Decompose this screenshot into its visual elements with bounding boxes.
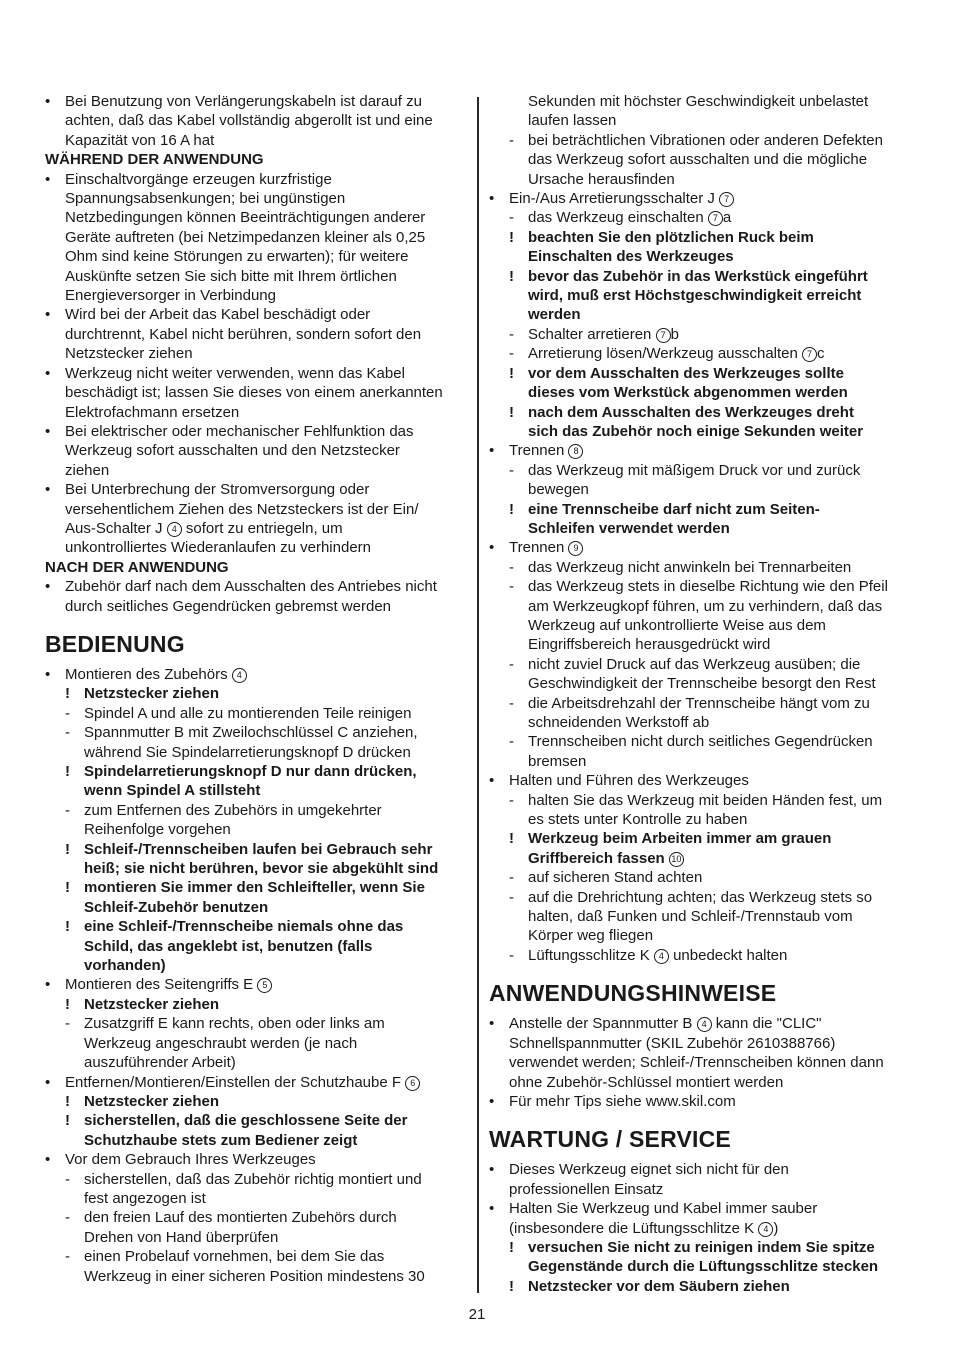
figure-reference-icon: 9: [568, 541, 583, 556]
line-text: Lüftungsschlitze K: [528, 946, 650, 964]
text-line: [45, 519, 463, 538]
figure-reference-icon: 4: [167, 522, 182, 537]
text-line: [45, 383, 463, 402]
bullet-item: [489, 771, 909, 790]
right-column: [489, 92, 909, 1296]
text-line: [45, 344, 463, 363]
text-line: [45, 461, 463, 480]
text-line: [489, 247, 909, 266]
text-line: [45, 189, 463, 208]
line-text: bremsen: [528, 752, 587, 770]
warning-item: [45, 840, 463, 859]
figure-reference-icon: 7: [719, 192, 734, 207]
line-text: Zusatzgriff E kann rechts, oben oder links am: [84, 1015, 385, 1033]
text-line: [45, 500, 463, 519]
warning-item: [489, 1277, 909, 1296]
line-text: Montieren des Zubehörs: [65, 665, 228, 683]
line-text: halten Sie das Werkzeug mit beiden Händen fest, um: [528, 791, 883, 809]
line-text: Anstelle der Spannmutter B: [509, 1015, 693, 1033]
line-text: professionellen Einsatz: [509, 1180, 664, 1198]
line-text: Werkzeug beim Arbeiten immer am grauen: [528, 830, 832, 848]
text-line: [45, 247, 463, 266]
line-text: Gegenstände durch die Lüftungsschlitze stecken: [528, 1258, 879, 1276]
text-line: [489, 92, 909, 111]
warning-item: [489, 403, 909, 422]
text-line: [45, 781, 463, 800]
line-text: bewegen: [528, 481, 589, 499]
warning-item: [489, 1238, 909, 1257]
text-line: [489, 597, 909, 616]
text-line: [45, 820, 463, 839]
text-line: [45, 597, 463, 616]
warning-item: [45, 917, 463, 936]
text-line: [489, 111, 909, 130]
text-line: [489, 810, 909, 829]
line-text: Kapazität von 16 A hat: [65, 131, 215, 149]
text-line: [45, 956, 463, 975]
warning-item: [489, 829, 909, 848]
bullet-item: [489, 538, 909, 557]
line-text: vor dem Ausschalten des Werkzeuges sollte: [528, 364, 844, 382]
figure-reference-icon: 4: [654, 949, 669, 964]
line-text: Körper weg fliegen: [528, 927, 654, 945]
line-text: eine Trennscheibe darf nicht zum Seiten-: [528, 500, 820, 518]
line-text: Geräte auftreten (bei Netzimpedanzen kleiner als 0,25: [65, 228, 426, 246]
bullet-item: [45, 975, 463, 994]
step-item: [489, 208, 909, 227]
line-text: es stets unter Kontrolle zu haben: [528, 811, 748, 829]
line-text: Werkzeug in einer sicheren Position mindestens 30: [84, 1267, 425, 1285]
line-text: beschädigt ist; lassen Sie dieses von einem anerkannten: [65, 384, 443, 402]
bullet-item: [45, 665, 463, 684]
text-line: [45, 1053, 463, 1072]
line-text: Drehen von Hand überprüfen: [84, 1228, 279, 1246]
left-column: [45, 92, 463, 1286]
line-text: Ein-/Aus Arretierungsschalter J: [509, 190, 715, 208]
figure-reference-icon: 8: [568, 444, 583, 459]
line-text: ohne Zubehör-Schlüssel montiert werden: [509, 1073, 784, 1091]
line-text: wird, muß erst Höchstgeschwindigkeit erreicht: [528, 287, 862, 305]
text-line: [45, 538, 463, 557]
line-text: Einschalten des Werkzeuges: [528, 248, 734, 266]
line-text: bei beträchtlichen Vibrationen oder anderen Defekten: [528, 131, 883, 149]
line-text: Zubehör darf nach dem Ausschalten des Antriebes nicht: [65, 578, 437, 596]
line-text: Netzstecker ziehen: [84, 995, 220, 1013]
line-text: Halten und Führen des Werkzeuges: [509, 772, 749, 790]
figure-reference-icon: 5: [257, 978, 272, 993]
step-item: [489, 888, 909, 907]
text-line: [489, 286, 909, 305]
bullet-item: [489, 441, 909, 460]
text-line: [489, 907, 909, 926]
line-text: auszuführender Arbeit): [84, 1054, 236, 1072]
line-text: Sekunden mit höchster Geschwindigkeit unbelastet: [528, 93, 869, 110]
line-text: verwendet werden; Schleif-/Trennscheiben können dann: [509, 1054, 884, 1072]
step-item: [45, 1014, 463, 1033]
line-text: Aus-Schalter J: [65, 519, 163, 537]
text-line: [45, 743, 463, 762]
line-text-suffix: kann die "CLIC": [711, 1015, 822, 1033]
text-line: [45, 441, 463, 460]
line-text: auf die Drehrichtung achten; das Werkzeug stets so: [528, 888, 873, 906]
line-text: Schleif-Zubehör benutzen: [84, 898, 269, 916]
bullet-item: [489, 1092, 909, 1111]
line-text: Werkzeug nicht weiter verwenden, wenn das Kabel: [65, 364, 405, 382]
bullet-item: [45, 1073, 463, 1092]
line-text: Netzstecker ziehen: [65, 345, 193, 363]
line-text: Griffbereich fassen: [528, 849, 665, 867]
warning-item: [45, 684, 463, 703]
text-line: [489, 752, 909, 771]
bullet-item: [45, 422, 463, 441]
text-line: [489, 926, 909, 945]
step-item: [45, 1247, 463, 1266]
step-item: [489, 694, 909, 713]
line-text: Spindel A und alle zu montierenden Teile reinigen: [84, 704, 412, 722]
line-text: Wird bei der Arbeit das Kabel beschädigt oder: [65, 306, 371, 324]
bullet-item: [45, 92, 463, 111]
line-text: Netzstecker vor dem Säubern ziehen: [528, 1277, 790, 1295]
line-text: Arretierung lösen/Werkzeug ausschalten: [528, 345, 798, 363]
warning-item: [489, 267, 909, 286]
line-text: Trennen: [509, 539, 565, 557]
line-text-suffix: ): [773, 1219, 779, 1237]
text-line: [489, 1219, 909, 1238]
line-text: das Werkzeug sofort ausschalten und die mögliche: [528, 151, 868, 169]
line-text: Ohm sind keine Störungen zu erwarten); für weitere: [65, 248, 409, 266]
figure-reference-icon: 4: [232, 668, 247, 683]
warning-item: [45, 995, 463, 1014]
line-text: Einschaltvorgänge erzeugen kurzfristige: [65, 170, 332, 188]
figure-reference-icon: 4: [697, 1017, 712, 1032]
line-text: Schleif-/Trennscheiben laufen bei Gebrauch sehr: [84, 840, 433, 858]
line-text: durch seitliches Gegendrücken gebremst werden: [65, 597, 392, 615]
text-line: [45, 228, 463, 247]
bullet-item: [45, 1150, 463, 1169]
figure-reference-icon: 7: [802, 347, 817, 362]
line-text: WARTUNG / SERVICE: [489, 1126, 731, 1153]
text-line: [45, 286, 463, 305]
line-text: das Werkzeug nicht anwinkeln bei Trennarbeiten: [528, 558, 852, 576]
bullet-item: [489, 1014, 909, 1033]
line-text-suffix: a: [722, 209, 732, 227]
line-text: Trennen: [509, 442, 565, 460]
line-text-suffix: b: [670, 325, 679, 343]
line-text: ANWENDUNGSHINWEISE: [489, 980, 777, 1007]
line-text: dieses vom Werkstück abgenommen werden: [528, 384, 848, 402]
text-line: [489, 383, 909, 402]
line-text: das Werkzeug einschalten: [528, 209, 704, 227]
line-text: versuchen Sie nicht zu reinigen indem Sie spitze: [528, 1238, 875, 1256]
bullet-item: [489, 189, 909, 208]
bullet-item: [45, 480, 463, 499]
line-text: eine Schleif-/Trennscheibe niemals ohne das: [84, 918, 404, 936]
line-text: Schalter arretieren: [528, 325, 652, 343]
line-text: halten, daß Funken und Schleif-/Trennstaub vom: [528, 908, 853, 926]
text-line: [489, 1073, 909, 1092]
step-item: [489, 344, 909, 363]
line-text: nicht zuviel Druck auf das Werkzeug ausüben; die: [528, 655, 861, 673]
bullet-item: [45, 577, 463, 596]
line-text: vorhanden): [84, 957, 166, 975]
step-item: [489, 946, 909, 965]
text-line: [45, 1131, 463, 1150]
line-text: zum Entfernen des Zubehörs in umgekehrter: [84, 801, 382, 819]
line-text: Montieren des Seitengriffs E: [65, 976, 254, 994]
step-item: [489, 131, 909, 150]
figure-reference-icon: 6: [405, 1076, 420, 1091]
line-text: Dieses Werkzeug eignet sich nicht für den: [509, 1161, 789, 1179]
step-item: [489, 325, 909, 344]
line-text: das Werkzeug mit mäßigem Druck vor und zurück: [528, 461, 861, 479]
line-text: Schild, das angeklebt ist, benutzen (falls: [84, 937, 373, 955]
text-line: [489, 1180, 909, 1199]
line-text: Reihenfolge vorgehen: [84, 821, 231, 839]
line-text: NACH DER ANWENDUNG: [45, 558, 229, 576]
text-line: [45, 1034, 463, 1053]
bullet-item: [45, 170, 463, 189]
text-line: [45, 267, 463, 286]
step-item: [45, 704, 463, 723]
step-item: [45, 801, 463, 820]
line-text: sicherstellen, daß das Zubehör richtig montiert und: [84, 1170, 422, 1188]
line-text: Auskünfte setzen Sie sich bitte mit Ihrem örtlichen: [65, 267, 397, 285]
text-line: [45, 859, 463, 878]
text-line: [45, 1189, 463, 1208]
line-text: nach dem Ausschalten des Werkzeuges dreht: [528, 403, 854, 421]
column-divider: [477, 97, 479, 1293]
text-line: [489, 150, 909, 169]
line-text: den freien Lauf des montierten Zubehörs durch: [84, 1209, 397, 1227]
line-text: einen Probelauf vornehmen, bei dem Sie das: [84, 1248, 385, 1266]
figure-reference-icon: 10: [669, 852, 684, 867]
line-text: Eingriffsbereich herausgedrückt wird: [528, 636, 771, 654]
step-item: [489, 732, 909, 751]
line-text: achten, daß das Kabel vollständig abgerollt ist und eine: [65, 112, 433, 130]
text-line: [489, 480, 909, 499]
line-text: Spindelarretierungsknopf D nur dann drücken,: [84, 763, 417, 780]
line-text: das Werkzeug stets in dieselbe Richtung wie den Pfeil: [528, 578, 888, 596]
text-line: [45, 1267, 463, 1286]
line-text: BEDIENUNG: [45, 630, 185, 657]
text-line: [489, 635, 909, 654]
warning-item: [489, 364, 909, 383]
line-text-suffix: unbedeckt halten: [668, 946, 788, 964]
line-text: Für mehr Tips siehe www.skil.com: [509, 1092, 736, 1110]
section-heading: [45, 630, 463, 658]
line-text: Geschwindigkeit der Trennscheibe besorgt den Rest: [528, 675, 876, 693]
warning-item: [489, 228, 909, 247]
line-text: Spannmutter B mit Zweilochschlüssel C anziehen,: [84, 724, 418, 742]
text-line: [489, 616, 909, 635]
line-text: Netzstecker ziehen: [84, 685, 220, 703]
line-text: Trennscheiben nicht durch seitliches Gegendrücken: [528, 733, 873, 751]
line-text: durchtrennt, Kabel nicht berühren, sondern sofort den: [65, 325, 422, 343]
page-number: 21: [468, 1306, 486, 1323]
section-heading: [489, 1125, 909, 1153]
bullet-item: [489, 1199, 909, 1218]
line-text: wenn Spindel A stillsteht: [84, 782, 261, 800]
text-line: [45, 131, 463, 150]
line-text: (insbesondere die Lüftungsschlitze K: [509, 1219, 755, 1237]
step-item: [45, 1170, 463, 1189]
step-item: [45, 1208, 463, 1227]
text-line: [489, 519, 909, 538]
warning-item: [45, 762, 463, 781]
text-line: [45, 1228, 463, 1247]
section-heading: [489, 979, 909, 1007]
line-text: auf sicheren Stand achten: [528, 869, 703, 887]
text-line: [489, 305, 909, 324]
line-text: Schleifen verwendet werden: [528, 519, 730, 537]
text-line: [489, 422, 909, 441]
step-item: [489, 791, 909, 810]
step-item: [489, 655, 909, 674]
line-text: versehentlichem Ziehen des Netzsteckers ist der Ein/: [65, 500, 419, 518]
line-text: Entfernen/Montieren/Einstellen der Schutzhaube F: [65, 1073, 402, 1091]
step-item: [489, 558, 909, 577]
line-text: montieren Sie immer den Schleifteller, wenn Sie: [84, 879, 425, 897]
text-line: [45, 208, 463, 227]
line-text: Energieversorger in Verbindung: [65, 287, 276, 305]
text-line: [489, 170, 909, 189]
bullet-item: [45, 305, 463, 324]
line-text: Bei Unterbrechung der Stromversorgung oder: [65, 481, 370, 499]
line-text: Werkzeug angeschraubt werden (je nach: [84, 1034, 358, 1052]
warning-item: [45, 878, 463, 897]
text-line: [489, 1053, 909, 1072]
step-item: [489, 868, 909, 887]
line-text: Netzstecker ziehen: [84, 1092, 220, 1110]
line-text: während Sie Spindelarretierungsknopf D drücken: [84, 743, 411, 761]
warning-item: [45, 1092, 463, 1111]
line-text: Vor dem Gebrauch Ihres Werkzeuges: [65, 1151, 316, 1169]
line-text: sicherstellen, daß die geschlossene Seite der: [84, 1112, 408, 1130]
step-item: [489, 461, 909, 480]
subheading: [45, 558, 463, 577]
line-text: Schnellspannmutter (SKIL Zubehör 2610388766): [509, 1034, 836, 1052]
line-text: Schutzhaube stets zum Bediener zeigt: [84, 1131, 358, 1149]
warning-item: [45, 1111, 463, 1130]
step-item: [45, 723, 463, 742]
text-line: [45, 325, 463, 344]
line-text: Netzbedingungen können Beeinträchtigungen anderer: [65, 209, 426, 227]
line-text: schneidenden Werkstoff ab: [528, 714, 710, 731]
figure-reference-icon: 4: [758, 1222, 773, 1237]
bullet-item: [45, 364, 463, 383]
line-text: die Arbeitsdrehzahl der Trennscheibe hängt vom zu: [528, 694, 870, 712]
line-text: Spannungsabsenkungen; bei ungünstigen: [65, 190, 346, 208]
line-text: unkontrolliertes Wiederanlaufen zu verhindern: [65, 539, 372, 557]
text-line: [489, 849, 909, 868]
step-item: [489, 577, 909, 596]
text-line: [45, 937, 463, 956]
line-text-suffix: sofort zu entriegeln, um: [181, 519, 343, 537]
line-text: Halten Sie Werkzeug und Kabel immer sauber: [509, 1200, 818, 1218]
line-text: heiß; sie nicht berühren, bevor sie abgekühlt sind: [84, 860, 439, 878]
text-line: [489, 1034, 909, 1053]
line-text: WÄHREND DER ANWENDUNG: [45, 151, 264, 169]
text-line: [489, 674, 909, 693]
text-line: [489, 1257, 909, 1276]
text-line: [45, 898, 463, 917]
line-text: werden: [528, 306, 581, 324]
figure-reference-icon: 7: [708, 211, 723, 226]
subheading: [45, 150, 463, 169]
line-text: Elektrofachmann ersetzen: [65, 403, 240, 421]
line-text: Bei elektrischer oder mechanischer Fehlfunktion das: [65, 422, 414, 440]
text-line: [45, 403, 463, 422]
line-text: Werkzeug auf unkontrollierte Weise aus dem: [528, 616, 826, 634]
line-text: am Werkzeugkopf führen, um zu verhindern, daß das: [528, 597, 883, 615]
text-line: [45, 111, 463, 130]
line-text: beachten Sie den plötzlichen Ruck beim: [528, 228, 814, 246]
line-text-suffix: c: [817, 345, 825, 363]
line-text: Ursache herausfinden: [528, 170, 675, 188]
warning-item: [489, 500, 909, 519]
line-text: Bei Benutzung von Verlängerungskabeln ist darauf zu: [65, 93, 422, 110]
text-line: [489, 713, 909, 732]
line-text: laufen lassen: [528, 112, 617, 130]
line-text: ziehen: [65, 461, 110, 479]
figure-reference-icon: 7: [656, 328, 671, 343]
bullet-item: [489, 1160, 909, 1179]
line-text: sich das Zubehör noch einige Sekunden weiter: [528, 422, 864, 440]
line-text: fest angezogen ist: [84, 1189, 206, 1207]
line-text: bevor das Zubehör in das Werkstück eingeführt: [528, 267, 868, 285]
line-text: Werkzeug sofort ausschalten und den Netzstecker: [65, 442, 400, 460]
